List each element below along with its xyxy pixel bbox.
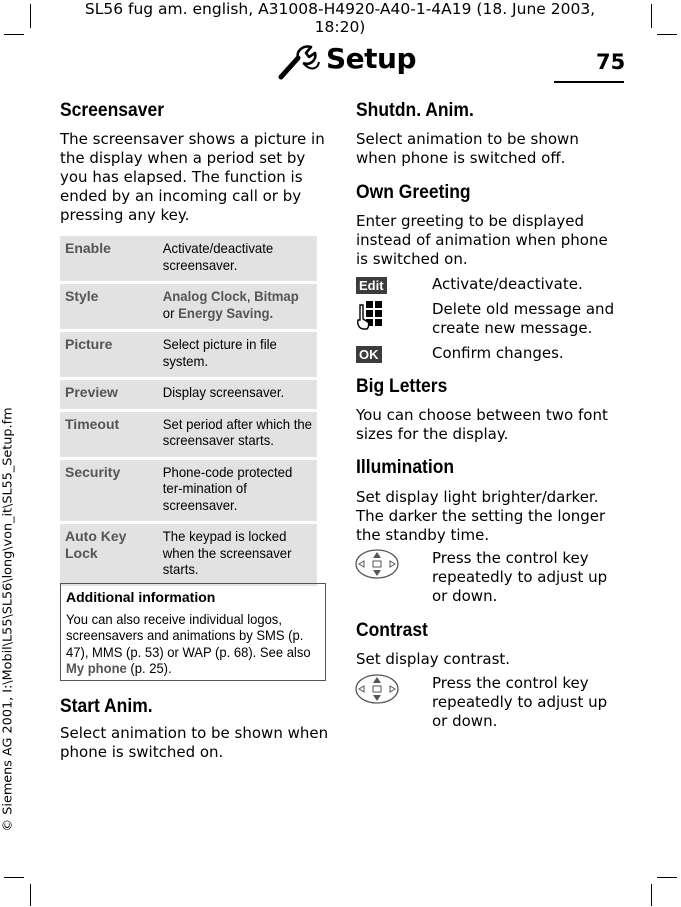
option-value: Activate/deactivate screensaver. [159,236,317,281]
illumination-key-text: Press the control key repeatedly to adjust up or down. [432,549,608,605]
additional-info-box [60,583,326,681]
heading-contrast: Contrast [356,620,428,641]
ok-softkey: OK [356,344,382,363]
keypad-icon [356,300,386,332]
control-key-icon [354,673,400,705]
heading-start-anim: Start Anim. [60,696,153,717]
option-key: Preview [60,380,159,409]
option-value: The keypad is locked when the screensaver starts. [159,524,317,586]
table-row [60,236,327,281]
table-row [60,412,327,457]
crop-mark [30,884,31,906]
edit-softkey: Edit [356,275,387,294]
screensaver-intro: The screensaver shows a picture in the display when a period set by you has elapsed. The function is ended by an incoming call or by pressing any key. [60,130,325,224]
page-number: 75 [596,50,626,74]
option-key: Picture [60,332,159,377]
option-key: Auto Key Lock [60,524,159,586]
crop-mark [651,4,652,28]
option-value: Phone-code protected ter-mination of screensaver. [159,460,317,522]
heading-big-letters: Big Letters [356,376,448,397]
crop-mark [657,877,677,878]
start-anim-text: Select animation to be shown when phone is switched on. [60,724,329,761]
table-row [60,524,327,586]
heading-shutdn-anim: Shutdn. Anim. [356,100,474,121]
crop-mark [4,877,24,878]
option-key: Security [60,460,159,522]
my-phone-link[interactable]: My phone [66,660,127,676]
contrast-key-text: Press the control key repeatedly to adjust up or down. [432,674,608,730]
ok-text: Confirm changes. [432,344,564,362]
document-header: SL56 fug am. english, A31008-H4920-A40-1-4A19 (18. June 2003, 18:20) [84,0,596,36]
illumination-text: Set display light brighter/darker. The darker the setting the longer the standby time. [356,488,606,544]
contrast-text: Set display contrast. [356,650,511,668]
info-body: You can also receive individual logos, screensavers and animations by SMS (p. 47), MMS (p. 53) or WAP (p. 68). See also My phone (p. 25). [66,610,311,676]
option-value: Select picture in file system. [159,332,317,377]
crop-mark [651,884,652,906]
option-value: Set period after which the screensaver starts. [159,412,317,457]
table-row [60,332,327,377]
edit-text: Activate/deactivate. [432,275,583,293]
table-row [60,380,327,409]
option-value: Analog Clock, Bitmap or Energy Saving. [159,284,317,329]
crop-mark [657,34,677,35]
option-key: Style [60,284,159,329]
page-title: Setup [326,42,417,75]
crop-mark [4,34,24,35]
setup-wrench-icon [278,44,322,80]
heading-illumination: Illumination [356,457,455,478]
heading-screensaver: Screensaver [60,100,165,121]
title-rule [554,81,624,83]
control-key-icon [354,548,400,580]
option-key: Timeout [60,412,159,457]
heading-own-greeting: Own Greeting [356,182,471,203]
shutdn-anim-text: Select animation to be shown when phone is switched off. [356,130,579,167]
option-key: Enable [60,236,159,281]
crop-mark [30,4,31,28]
keypad-text: Delete old message and create new message. [432,300,615,337]
own-greeting-text: Enter greeting to be displayed instead of animation when phone is switched on. [356,212,608,268]
side-copyright: © Siemens AG 2001, I:\Mobil\L55\SL56\long\von_it\SL55_Setup.fm [0,407,16,832]
table-row [60,284,327,329]
option-value: Display screensaver. [159,380,317,409]
big-letters-text: You can choose between two font sizes for the display. [356,406,608,443]
screensaver-options-table [60,233,327,589]
info-title: Additional information [66,589,216,605]
table-row [60,460,327,522]
